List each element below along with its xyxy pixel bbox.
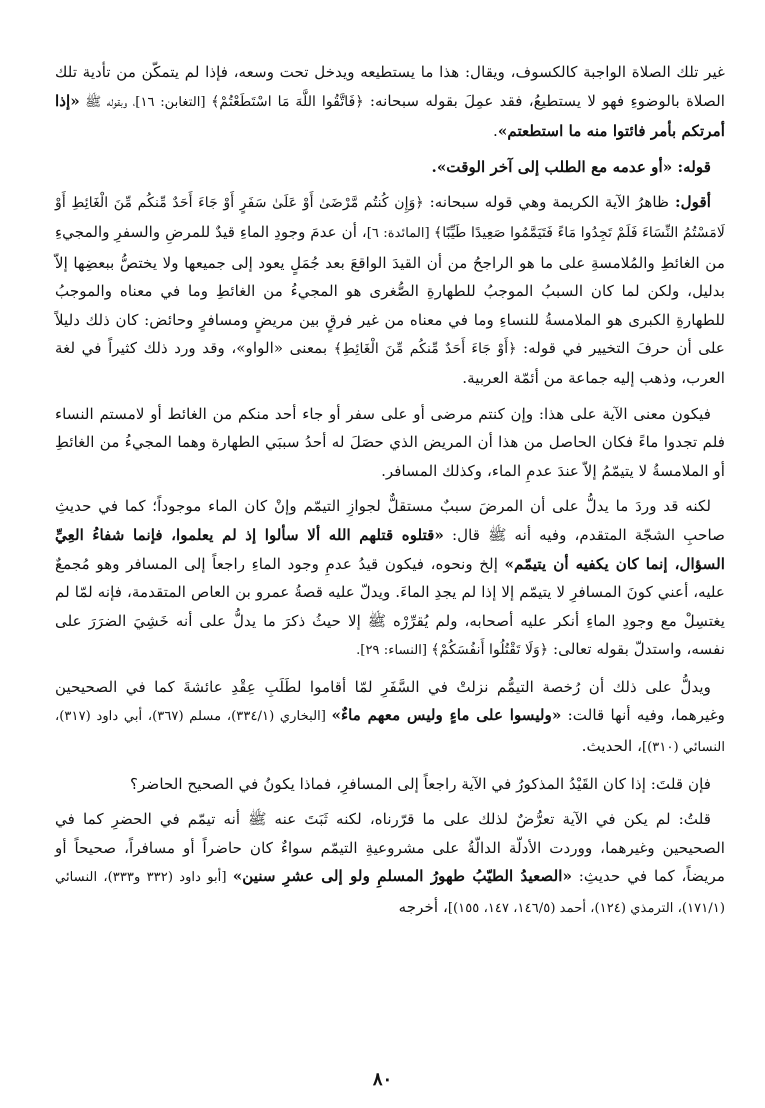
text-segment: فيكون معنى الآية على هذا: وإن كنتم مرضى أو على سفر أو جاء أحد منكم من الغائط أو لامستم النساء فلم تجدوا ماءً فكان الحاصل من هذا أن المريض الذي حصَلَ له أحدُ سببَي الطهارة وهما المجيءُ من الغائطِ أو الملامسةُ لا يتيمّمُ إلاّ عندَ عدمِ الماء، وكذلك المسافر.	[55, 404, 725, 480]
quran-quote: ﴿فَاتَّقُوا اللَّهَ مَا اسْتَطَعْتُمْ﴾	[211, 93, 364, 110]
document-page	[55, 58, 725, 1048]
text-segment: غير تلك الصلاة الواجبة كالكسوف، ويقال: هذا ما يستطيعه ويدخل تحت وسعه، فإذا لم يتمكّن من تأدية تلك الصلاة بالوضوءِ فهو لا يستطيعُ، فقد عمِلَ بقوله سبحانه:	[55, 63, 725, 110]
text-segment: .	[493, 122, 498, 141]
paragraph-2	[55, 153, 725, 182]
quran-quote: ﴿أَوْ جَاءَ أَحَدٌ مِّنكُم مِّنَ الْغَائِطِ﴾	[333, 341, 517, 358]
section-heading: قوله: «أو عدمه مع الطلب إلى آخر الوقت».	[431, 157, 711, 176]
citation: [البخاري (٣٣٤/١)، مسلم (٣٦٧)، أبي داود (٣١٧)، النسائي (٣١٠)]	[55, 709, 725, 756]
paragraph-3	[55, 188, 725, 392]
answer-marker: أقول:	[675, 193, 711, 212]
hadith-quote: «قتلوه قتلهم الله ألا سألوا إذ لم يعلموا، فإنما شفاءُ العِيِّ السؤال، إنما كان يكفيه أن يتيمّم»	[55, 525, 725, 573]
text-segment: إلخ ونحوه، فيكون قيدُ عدمِ وجود الماءِ راجعاً إلى المسافر وهو مُجمعٌ عليه، أعني كونَ المسافرِ لا يتيمّم إلا إذا لم يجدِ الماءَ. ويدلّ عليه قصةُ عمرو بن العاص المتقدمة، فإنه لمّا لم يغتسِلْ مع وجودِ الماءِ أنكر عليه أصحابه، ولم يُقرِّرْه ﷺ إلا حيثُ ذكرَ ما يدلُّ على أنه خَشِيَ الضرَرَ على نفسه، واستدلّ بقوله تعالى:	[55, 554, 725, 659]
paragraph-8	[55, 805, 725, 923]
paragraph-7	[55, 770, 725, 799]
hadith-quote: «إذا أمرتكم بأمر فائتوا منه ما استطعتم»	[55, 91, 725, 141]
paragraph-5	[55, 492, 725, 666]
text-segment: قلتُ: لم يكن في الآية تعرُّضٌ لذلك على ما قرّرناه، لكنه ثَبَتَ عنه ﷺ أنه تيمّم في الحضرِ كما في الصحيحين وغيرهما، ووردت الأدلّة الدالّةُ على مشروعيةِ التيمّم سواءٌ كان حاضراً أو مسافراً، صحيحاً أو مريضاً، كما في حديثِ:	[55, 810, 725, 886]
text-segment: ظاهرُ الآية الكريمة وهي قوله سبحانه:	[423, 193, 676, 212]
citation: [أبو داود (٣٣٢ و٣٣٣)، النسائي (١٧١/١)، الترمذي (١٢٤)، أحمد (١٤٦/٥، ١٤٧، ١٥٥)]	[55, 870, 725, 917]
text-segment: ، الحديث.	[581, 737, 642, 756]
quran-quote: ﴿وَإِن كُنتُم مَّرْضَىٰ أَوْ عَلَىٰ سَفَرٍ أَوْ جَاءَ أَحَدٌ مِّنكُم مِّنَ الْغَائِطِ أَوْ لَامَسْتُمُ النِّسَاءَ فَلَمْ تَجِدُوا مَاءً فَتَيَمَّمُوا صَعِيدًا طَيِّبًا﴾	[55, 195, 725, 241]
hadith-quote: «الصعيدُ الطيّبُ طهورُ المسلمِ ولو إلى عشرِ سنين»	[232, 867, 572, 886]
text-segment: لكنه قد وردَ ما يدلُّ على أن المرضَ سببٌ مستقلٌّ لجوازِ التيمّم وإنْ كان الماء موجوداً؛ كما في حديثِ صاحبِ الشجّة المتقدم، وفيه أنه ﷺ قال:	[55, 497, 725, 544]
citation: [النساء: ٢٩].	[356, 643, 432, 659]
citation: [المائدة: ٦]	[366, 225, 434, 241]
paragraph-6	[55, 673, 725, 763]
paragraph-1	[55, 58, 725, 146]
text-segment: ويدلُّ على ذلك أن رُخصة التيمُّم نزلتْ في السَّفَرِ لمّا أقاموا لطَلَبِ عِقْدِ عائشةَ كما في الصحيحين وغيرهما، وفيه أنها قالت:	[55, 677, 725, 725]
page-number: ٨٠	[372, 1069, 393, 1090]
text-segment: بمعنى «الواو»، وقد ورد ذلك كثيراً في لغة العرب، وذهب إليه جماعة من أئمّة العربية.	[55, 339, 725, 387]
text-segment: ، أخرجه	[398, 898, 448, 917]
quran-quote: ﴿وَلَا تَقْتُلُوا أَنفُسَكُمْ﴾	[431, 642, 549, 659]
hadith-quote: «وليسوا على ماءٍ وليس معهم ماءٌ»	[331, 706, 562, 725]
paragraph-4	[55, 400, 725, 486]
text-segment: ، أن عدمَ وجودِ الماءِ قيدٌ للمرضِ والسفرِ والمجيءِ من الغائطِ والمُلامسةِ على ما هو الراجحُ من أن القيدَ الواقعَ بعد جُمَلٍ يعود إلى جميعها ولا يختصُّ ببعضِها إلاّ بدليل، ولكن لما كان السببُ الموجبُ للطهارةِ الصُّغرى هو المجيءُ من الغائطِ وما في معناه والموجبُ للطهارةِ الكبرى هو الملامسةُ للنساءِ وما في معناه من غير فرقٍ بين مريضٍ ومسافرٍ وحائض: كان ذلك دليلاً على أن حرفَ التخيير في قوله:	[55, 222, 725, 358]
text-segment: فإن قلتَ: إذا كان القَيْدُ المذكورُ في الآية راجعاً إلى المسافرِ، فماذا يكونُ في الصحيح الحاضر؟	[129, 774, 711, 793]
citation: [التغابن: ١٦]، وبقوله ﷺ	[79, 94, 212, 110]
